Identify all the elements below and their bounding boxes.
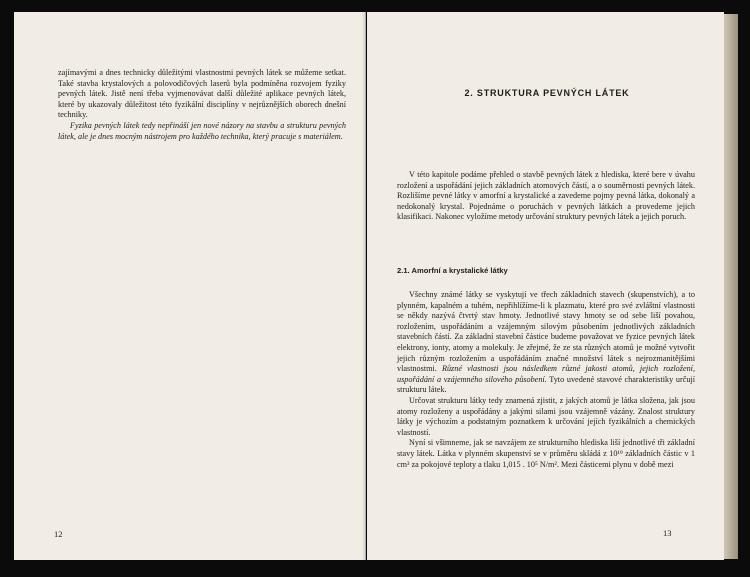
body-paragraph-1 xyxy=(397,290,695,396)
left-paragraph-1: zajímavými a dnes technicky důležitými vlastnostmi pevných látek se můžeme setkat. Také stavba krystalových a polovodičových laserů byla podmíněna rozvojem fyziky pevných látek. Jistě není třeba vyjmenovávat další důležité aplikace pevných látek, které by ukazovaly důležitost této fyzikální disciplíny v nejrůznějších oborech dnešní techniky. xyxy=(58,68,346,120)
body-paragraph-2: Určovat strukturu látky tedy znamená zjistit, z jakých atomů je látka složena, jak jsou atomy rozloženy a uspořádány a jakými silami jsou vzájemně vázány. Znalost struktury látky je výchozím a podstatným poznatkem k určování jejích fyzikálních a chemických vlastností. xyxy=(397,395,695,437)
chapter-title: 2. STRUKTURA PEVNÝCH LÁTEK xyxy=(464,88,630,98)
body-paragraph-1-italic: Různé vlastnosti jsou následkem různé jakosti atomů, jejich rozložení, uspořádání a vzájemného silového působení. xyxy=(397,364,695,384)
body-paragraph-1-end: Tyto uvedené stavové charakteristiky určují strukturu látek. xyxy=(397,374,695,395)
right-page xyxy=(367,12,724,560)
left-page-text xyxy=(58,68,346,142)
left-paragraph-2: Fyzika pevných látek tedy nepřináší jen nové názory na stavbu a strukturu pevných látek, ale je dnes mocným nástrojem pro každého technika, který pracuje s materiálem. xyxy=(58,120,346,141)
left-page xyxy=(14,12,366,560)
section-title: 2.1. Amorfní a krystalické látky xyxy=(397,266,508,275)
book-edge xyxy=(724,14,738,559)
intro-paragraph: V této kapitole podáme přehled o stavbě pevných látek z hlediska, které bere v úvahu rozložení a uspořádání jejich základních atomových částí, a o souměrnosti pevných látek. Rozlišíme pevné látky v amorfní a krystalické a zavedeme pojmy pevná látka, dokonalý a nedokonalý krystal. Pojednáme o poruchách v pevných látkách a provedeme jejich klasifikaci. Nakonec vyložíme metody určování struktury pevných látek a jejich poruch. xyxy=(397,170,695,222)
page-number-right: 13 xyxy=(663,528,672,538)
body-paragraph-1-start: Všechny známé látky se vyskytují ve třech základních stavech (skupenstvích), a to plynném, kapalném a tuhém, nepřihlížíme-li k plazmatu, které pro své zvláštní vlastnosti se někdy nazývá čtvrtý stav hmoty. Jednotlivé stavy hmoty se od sebe liší povahou, rozložením, uspořádáním a vzájemným silovým působením jednotlivých základních stavebních částí. Za základní stavební částice budeme považovat ve fyzice pevných látek elektrony, ionty, atomy a molekuly. Je zřejmé, že ze sta různých atomů je možné vytvořit jejich různým rozložením a uspořádáním značné množství látek s nejrozmanitějšími vlastnostmi. xyxy=(397,290,695,374)
chapter-intro xyxy=(397,170,695,223)
section-body xyxy=(397,290,695,470)
page-number-left: 12 xyxy=(54,529,63,539)
body-paragraph-3: Nyní si všimneme, jak se navzájem ze strukturního hlediska liší jednotlivé tři základní stavy látek. Látka v plynném skupenství se v průměru skládá z 10¹⁹ základních částic v 1 cm³ za pokojové teploty a tlaku 1,015 . 10⁵ N/m². Mezi částicemi plynu v době mezi xyxy=(397,438,695,469)
